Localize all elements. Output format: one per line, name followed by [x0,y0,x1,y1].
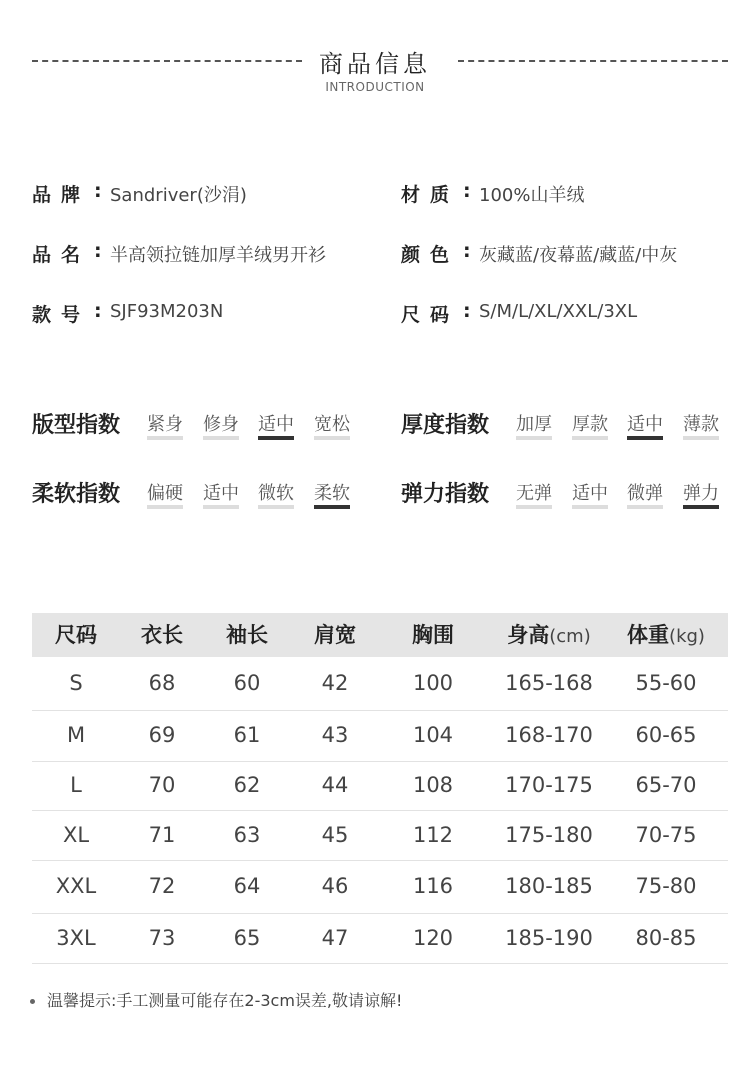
index-option: 弹力 [683,483,719,504]
header-divider-right [458,60,728,62]
info-key: 品名 [32,244,91,266]
index-option: 适中 [203,483,239,504]
table-cell: 65 [233,926,261,950]
table-cell: 73 [148,926,176,950]
index-option: 微软 [258,483,294,504]
table-cell: 72 [148,874,176,898]
index-option: 加厚 [516,414,552,435]
info-product-name: 品名 : 半高领拉链加厚羊绒男开衫 [32,240,326,266]
table-cell: 70-75 [635,823,697,847]
index-bar [516,505,552,509]
info-key: 尺码 [401,304,460,326]
header-cell: 袖长 [226,623,268,647]
index-bar-selected [627,436,663,440]
table-row [32,761,728,811]
index-bar [258,505,294,509]
table-cell: 46 [321,874,349,898]
table-cell: 116 [412,874,454,898]
thickness-index [401,408,731,448]
index-bar [683,436,719,440]
index-title: 柔软指数 [32,482,121,507]
table-cell: 60 [233,671,261,695]
index-bar [627,505,663,509]
table-cell: 61 [233,723,261,747]
table-cell: 55-60 [635,671,697,695]
info-key: 材质 [401,184,460,206]
table-cell: 44 [321,773,349,797]
table-cell: 60-65 [635,723,697,747]
index-bar-selected [683,505,719,509]
index-bar-selected [314,505,350,509]
info-key: 颜色 [401,244,460,266]
info-material: 材质 : 100%山羊绒 [401,180,585,206]
index-option: 紧身 [147,414,183,435]
info-value: S/M/L/XL/XXL/3XL [479,301,638,322]
table-cell: L [70,773,82,797]
table-cell: 68 [148,671,176,695]
index-option: 薄款 [683,414,719,435]
index-option: 厚款 [572,414,608,435]
table-cell: 175-180 [505,823,593,847]
header-cell: 尺码 [55,623,97,647]
table-cell: 45 [321,823,349,847]
bullet-icon [30,999,35,1004]
section-title: 商品信息 [319,50,431,78]
table-cell: 120 [412,926,454,950]
table-cell: 70 [148,773,176,797]
table-cell: 112 [412,823,454,847]
table-cell: 165-168 [505,671,593,695]
table-cell: 108 [412,773,454,797]
table-cell: M [66,723,86,747]
table-cell: 170-175 [505,773,593,797]
table-row [32,860,728,914]
index-option: 适中 [572,483,608,504]
table-cell: XXL [55,874,97,898]
measurement-note [30,988,402,1011]
index-option: 修身 [203,414,239,435]
index-bar [147,505,183,509]
info-color: 颜色 : 灰藏蓝/夜幕蓝/藏蓝/中灰 [401,240,678,266]
index-bar [572,505,608,509]
table-cell: 47 [321,926,349,950]
header-cell: 衣长 [141,623,183,647]
table-row [32,710,728,762]
index-option: 适中 [627,414,663,435]
header-cell: 肩宽 [314,623,356,647]
info-style-number: 款号 : SJF93M203N [32,300,224,326]
header-cell: 胸围 [412,623,454,647]
info-value: Sandriver(沙涓) [110,185,247,206]
info-size: 尺码 : S/M/L/XL/XXL/3XL [401,300,638,326]
table-cell: 65-70 [635,773,697,797]
table-cell: 185-190 [505,926,593,950]
index-option: 微弹 [627,483,663,504]
table-header [32,613,728,657]
index-bar [314,436,350,440]
index-title: 版型指数 [32,413,121,438]
table-cell: 64 [233,874,261,898]
index-option: 宽松 [314,414,350,435]
index-bar-selected [258,436,294,440]
info-value: 100%山羊绒 [479,185,585,206]
index-title: 厚度指数 [401,413,490,438]
table-cell: 43 [321,723,349,747]
section-subtitle: INTRODUCTION [325,80,425,94]
info-key: 款号 [32,304,91,326]
info-value: SJF93M203N [110,301,224,322]
table-cell: 104 [412,723,454,747]
index-option: 无弹 [516,483,552,504]
table-cell: 75-80 [635,874,697,898]
index-bar [516,436,552,440]
header-cell: 体重(kg) [627,623,705,647]
table-cell: 168-170 [505,723,593,747]
index-bar [572,436,608,440]
table-cell: 71 [148,823,176,847]
softness-index [32,477,372,517]
table-cell: S [69,671,83,695]
info-value: 灰藏蓝/夜幕蓝/藏蓝/中灰 [479,245,678,266]
header-cell: 身高(cm) [507,623,591,647]
index-option: 柔软 [314,483,350,504]
index-bar [203,505,239,509]
table-cell: 100 [412,671,454,695]
table-cell: 69 [148,723,176,747]
index-title: 弹力指数 [401,482,490,507]
elasticity-index [401,477,731,517]
table-cell: 180-185 [505,874,593,898]
index-option: 偏硬 [147,483,183,504]
table-row [32,810,728,861]
table-cell: 62 [233,773,261,797]
table-cell: 80-85 [635,926,697,950]
table-cell: 63 [233,823,261,847]
index-bar [203,436,239,440]
section-header [0,44,750,104]
table-row [32,657,728,711]
info-brand: 品牌 : Sandriver(沙涓) [32,180,247,206]
table-row [32,913,728,964]
table-cell: XL [62,823,90,847]
fit-index [32,408,372,448]
table-cell: 42 [321,671,349,695]
index-bar [147,436,183,440]
info-key: 品牌 [32,184,91,206]
info-value: 半高领拉链加厚羊绒男开衫 [110,245,326,266]
index-option: 适中 [258,414,294,435]
note-text: 温馨提示:手工测量可能存在2-3cm误差,敬请谅解! [47,991,403,1010]
table-cell: 3XL [56,926,96,950]
